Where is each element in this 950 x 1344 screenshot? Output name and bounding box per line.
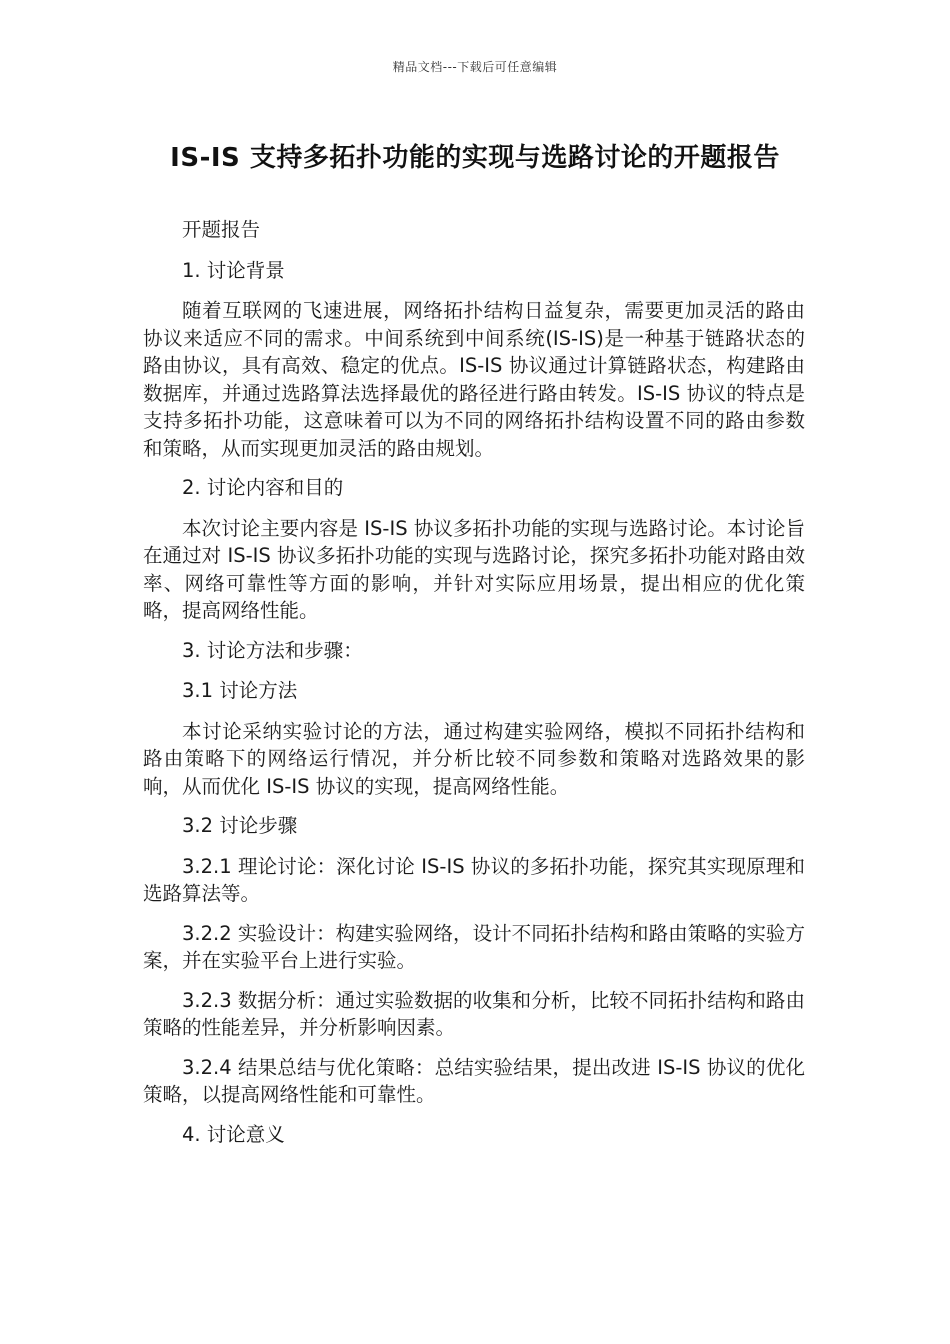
paragraph-background: 随着互联网的飞速进展，网络拓扑结构日益复杂，需要更加灵活的路由协议来适应不同的需求。中间系统到中间系统(IS-IS)是一种基于链路状态的路由协议，具有高效、稳定的优点。IS-IS 协议通过计算链路状态，构建路由数据库，并通过选路算法选择最优的路径进行路由转发。IS-IS 协议的特点是支持多拓扑功能，这意味着可以为不同的网络拓扑结构设置不同的路由参数和策略，从而实现更加灵活的路由规划。 bbox=[143, 299, 805, 460]
paragraph-methods: 本讨论采纳实验讨论的方法，通过构建实验网络，模拟不同拓扑结构和路由策略下的网络运行情况，并分析比较不同参数和策略对选路效果的影响，从而优化 IS-IS 协议的实现，提高网络性能。 bbox=[143, 719, 805, 798]
subsection-heading-steps: 3.2 讨论步骤 bbox=[182, 814, 298, 837]
paragraph-report-label: 开题报告 bbox=[182, 218, 261, 241]
subsection-heading-methods: 3.1 讨论方法 bbox=[182, 679, 298, 702]
paragraph-step-analysis: 3.2.3 数据分析：通过实验数据的收集和分析，比较不同拓扑结构和路由策略的性能差异，并分析影响因素。 bbox=[143, 988, 805, 1039]
document-title: IS-IS 支持多拓扑功能的实现与选路讨论的开题报告 bbox=[170, 143, 780, 173]
section-heading-background: 1. 讨论背景 bbox=[182, 258, 285, 282]
section-heading-methods-steps: 3. 讨论方法和步骤： bbox=[182, 638, 363, 662]
paragraph-step-experiment: 3.2.2 实验设计：构建实验网络，设计不同拓扑结构和路由策略的实验方案，并在实验平台上进行实验。 bbox=[143, 921, 805, 972]
paragraph-step-summary: 3.2.4 结果总结与优化策略：总结实验结果，提出改进 IS-IS 协议的优化策略，以提高网络性能和可靠性。 bbox=[143, 1055, 805, 1106]
section-heading-content-purpose: 2. 讨论内容和目的 bbox=[182, 476, 344, 499]
section-heading-significance: 4. 讨论意义 bbox=[182, 1122, 285, 1146]
paragraph-step-theory: 3.2.1 理论讨论：深化讨论 IS-IS 协议的多拓扑功能，探究其实现原理和选路算法等。 bbox=[143, 854, 805, 905]
paragraph-content-purpose: 本次讨论主要内容是 IS-IS 协议多拓扑功能的实现与选路讨论。本讨论旨在通过对 IS-IS 协议多拓扑功能的实现与选路讨论，探究多拓扑功能对路由效率、网络可靠性等方面的影响，并针对实际应用场景，提出相应的优化策略，提高网络性能。 bbox=[143, 516, 805, 622]
document-body bbox=[143, 216, 805, 1161]
header-note: 精品文档---下载后可任意编辑 bbox=[392, 60, 558, 74]
